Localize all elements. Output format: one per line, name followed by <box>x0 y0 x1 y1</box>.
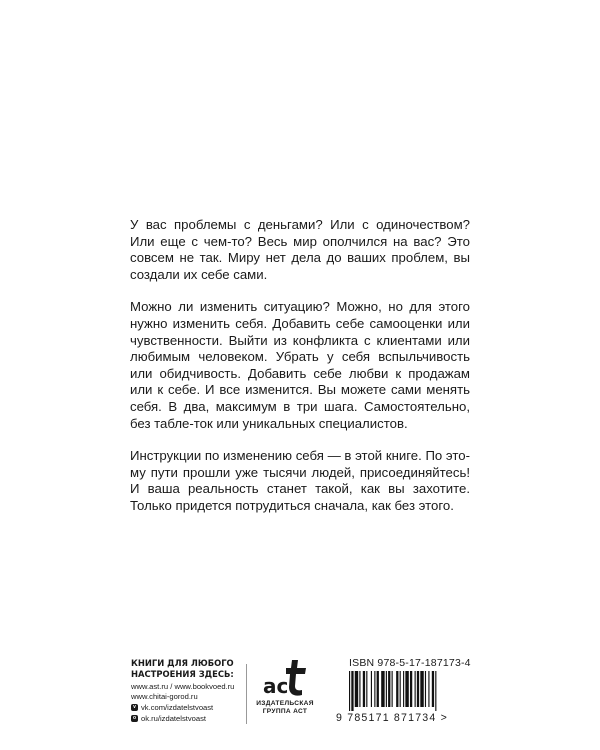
ok-icon: o <box>132 715 137 721</box>
publisher-name: ИЗДАТЕЛЬСКАЯ ГРУППА АСТ <box>256 700 314 715</box>
store-heading: КНИГИ ДЛЯ ЛЮБОГО НАСТРОЕНИЯ ЗДЕСЬ: <box>131 658 234 679</box>
site-links-2[interactable]: www.chitai-gorod.ru <box>131 692 198 701</box>
svg-text:ас: ас <box>263 674 289 698</box>
isbn-label: ISBN 978-5-17-187173-4 <box>349 657 471 669</box>
vk-icon: v <box>131 704 138 711</box>
publisher-logo <box>255 656 315 716</box>
blurb-paragraph-1: У вас проблемы с деньгами? Или с одиночеством? Или еще с чем-то? Весь мир ополчился на вас? Это совсем не так. Миру нет дела до ваших проблем, вы создали их себе сами. <box>130 217 470 282</box>
barcode <box>349 671 471 711</box>
blurb-text <box>130 217 470 531</box>
footer-divider <box>246 664 247 724</box>
blurb-paragraph-3: Инструкции по изменению себя — в этой книге. По это-му пути прошли уже тысячи людей, присоединяйтесь! И ваша реальность станет такой, как вы захотите. Только придется потрудиться сначала, как без этого. <box>130 448 470 513</box>
barcode-digits: 9 785171 871734 > <box>336 712 449 724</box>
store-links <box>131 658 251 724</box>
ast-logo-icon <box>262 656 308 698</box>
blurb-paragraph-2: Можно ли изменить ситуацию? Можно, но для этого нужно изменить себя. Добавить себе самооценки или чувственности. Выйти из конфликта с клиентами или любимым человеком. Убрать у себя вспыльчивость или обидчивость. Добавить себе любви к продажам или к себе. И все изменится. Вы можете сами менять себя. В два, максимум в три шага. Самостоятельно, без табле-ток или уникальных специалистов. <box>130 299 470 431</box>
site-links-1[interactable]: www.ast.ru / www.bookvoed.ru <box>131 682 235 691</box>
ok-link[interactable]: o ok.ru/izdatelstvoast <box>132 714 206 723</box>
vk-link[interactable]: v vk.com/izdatelstvoast <box>131 702 251 713</box>
